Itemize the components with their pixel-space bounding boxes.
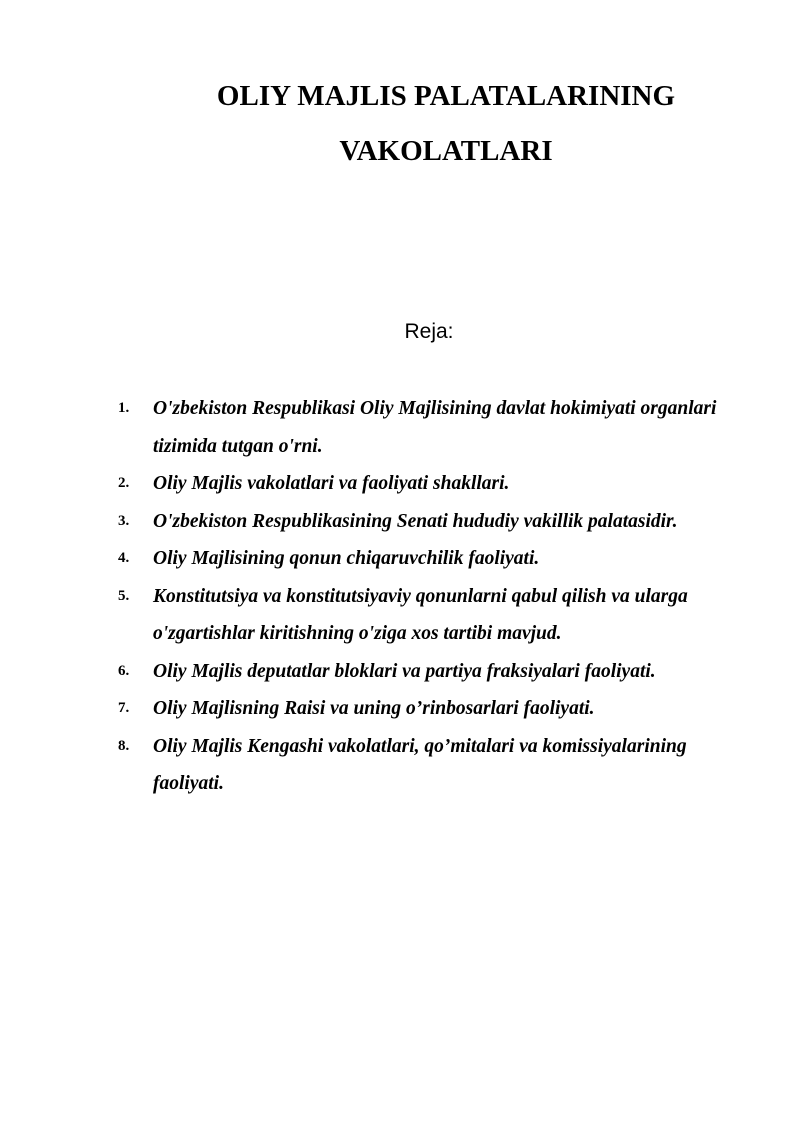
plan-item-number: 7. xyxy=(118,700,130,716)
plan-item xyxy=(118,728,758,803)
plan-item-text: Oliy Majlis deputatlar bloklari va partiya fraksiyalari faoliyati. xyxy=(153,660,656,682)
plan-item-text: O'zbekiston Respublikasining Senati hududiy vakillik palatasidir. xyxy=(153,510,678,532)
document-title-line-1: OLIY MAJLIS PALATALARINING xyxy=(216,80,676,112)
plan-item-text: Oliy Majlisining qonun chiqaruvchilik faoliyati. xyxy=(153,548,540,569)
plan-item-number: 4. xyxy=(118,550,130,566)
plan-item-number: 6. xyxy=(118,662,130,679)
plan-item xyxy=(118,503,758,541)
plan-item xyxy=(118,578,758,653)
plan-item-number: 2. xyxy=(118,475,130,491)
plan-item-text: O'zbekiston Respublikasi Oliy Majlisining davlat hokimiyati organlari tizimida tutgan o'rni. xyxy=(153,398,717,457)
plan-item xyxy=(118,690,758,728)
plan-item-number: 1. xyxy=(118,400,130,416)
plan-list xyxy=(118,390,758,803)
plan-heading: Reja: xyxy=(404,320,454,343)
plan-item-text: Konstitutsiya va konstitutsiyaviy qonunlarni qabul qilish va ularga o'zgartishlar kiritishning o'ziga xos tartibi mavjud. xyxy=(153,585,688,644)
document-title-line-2: VAKOLATLARI xyxy=(339,135,553,167)
plan-item-number: 8. xyxy=(118,737,130,754)
plan-item xyxy=(118,653,758,691)
plan-item xyxy=(118,540,758,578)
plan-item xyxy=(118,390,758,465)
plan-item-number: 3. xyxy=(118,512,130,529)
plan-item-text: Oliy Majlis Kengashi vakolatlari, qo’mitalari va komissiyalarining faoliyati. xyxy=(153,735,687,794)
plan-item-text: Oliy Majlis vakolatlari va faoliyati shakllari. xyxy=(153,473,510,494)
plan-item xyxy=(118,465,758,503)
plan-item-text: Oliy Majlisning Raisi va uning o’rinbosarlari faoliyati. xyxy=(153,698,595,719)
plan-item-number: 5. xyxy=(118,587,130,604)
